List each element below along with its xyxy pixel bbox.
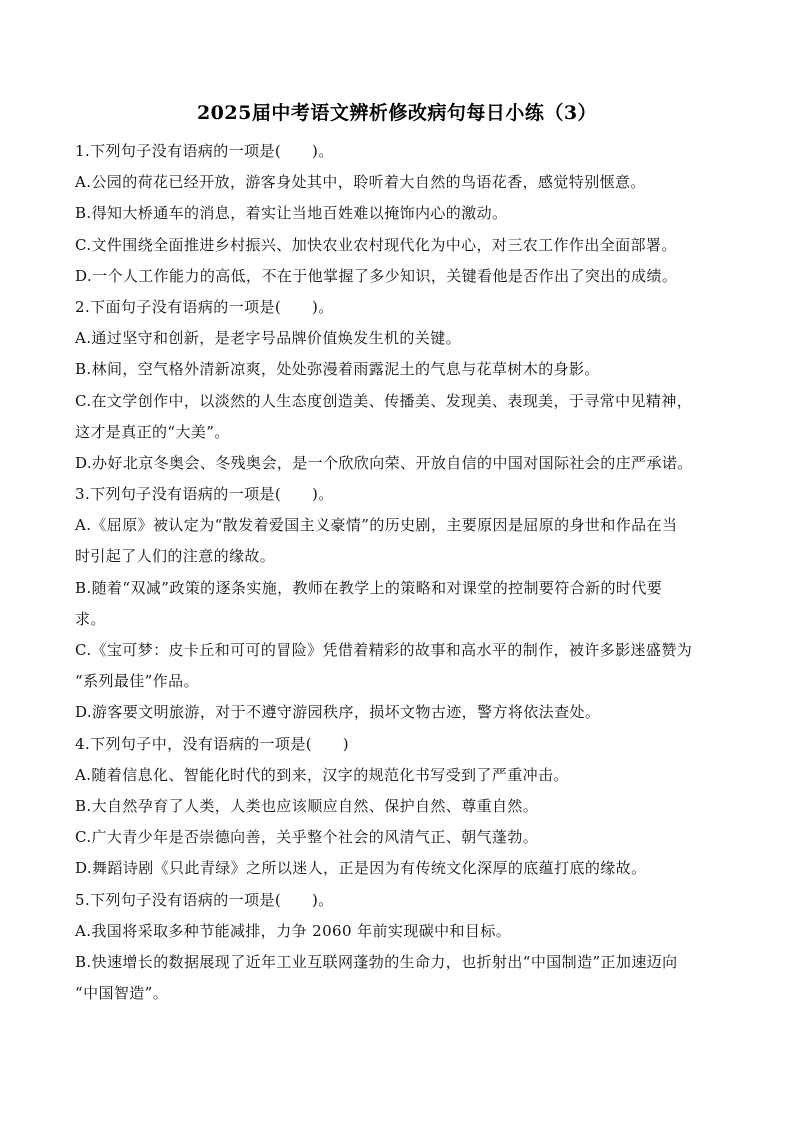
- option-b: B.随着“双减”政策的逐条实施，教师在教学上的策略和对课堂的控制要符合新的时代要: [75, 578, 663, 597]
- question-stem: 4.下列句子中，没有语病的一项是( ): [75, 734, 350, 753]
- option-d: D.一个人工作能力的高低，不在于他掌握了多少知识，关键看他是否作出了突出的成绩。: [75, 266, 678, 285]
- option-c: C.广大青少年是否崇德向善，关乎整个社会的风清气正、朝气蓬勃。: [75, 828, 539, 847]
- question-2: [75, 292, 715, 479]
- question-list: [75, 136, 715, 1009]
- option-a: A.我国将采取多种节能减排，力争 2060 年前实现碳中和目标。: [75, 921, 512, 940]
- option-b: B.快速增长的数据展现了近年工业互联网蓬勃的生命力，也折射出“中国制造”正加速迈向: [75, 952, 678, 971]
- question-4: [75, 729, 715, 885]
- option-c: C.《宝可梦：皮卡丘和可可的冒险》凭借着精彩的故事和高水平的制作，被许多影迷盛赞为: [75, 641, 693, 659]
- option-c-continued: 这才是真正的“大美”。: [75, 422, 230, 441]
- question-3: [75, 479, 715, 729]
- option-a: A.《屈原》被认定为“散发着爱国主义豪情”的历史剧，主要原因是屈原的身世和作品在当: [75, 516, 678, 535]
- option-a: A.通过坚守和创新，是老字号品牌价值焕发生机的关键。: [75, 329, 462, 348]
- option-d: D.游客要文明旅游，对于不遵守游园秩序，损坏文物古迹，警方将依法查处。: [75, 703, 601, 722]
- option-b: B.大自然孕育了人类，人类也应该顺应自然、保护自然、尊重自然。: [75, 796, 539, 815]
- question-1: [75, 136, 715, 292]
- question-stem: 3.下列句子没有语病的一项是( )。: [75, 485, 334, 504]
- option-c: C.文件围绕全面推进乡村振兴、加快农业农村现代化为中心，对三农工作作出全面部署。: [75, 235, 677, 254]
- page-title: 2025届中考语文辨析修改病句每日小练（3）: [196, 102, 598, 124]
- option-d: D.舞蹈诗剧《只此青绿》之所以迷人，正是因为有传统文化深厚的底蕴打底的缘故。: [75, 859, 647, 878]
- question-stem: 1.下列句子没有语病的一项是( )。: [75, 142, 334, 160]
- option-b-continued: 求。: [75, 609, 106, 628]
- option-d: D.办好北京冬奥会、冬残奥会，是一个欣欣向荣、开放自信的中国对国际社会的庄严承诺。: [75, 453, 693, 472]
- question-stem: 2.下面句子没有语病的一项是( )。: [75, 297, 334, 316]
- option-a-continued: 时引起了人们的注意的缘故。: [75, 547, 276, 566]
- option-c-continued: “系列最佳”作品。: [75, 672, 199, 691]
- option-b: B.林间，空气格外清新凉爽，处处弥漫着雨露泥土的气息与花草树木的身影。: [75, 360, 600, 379]
- question-stem: 5.下列句子没有语病的一项是( )。: [75, 890, 334, 909]
- option-c: C.在文学创作中，以淡然的人生态度创造美、传播美、发现美、表现美，于寻常中见精神，: [75, 391, 693, 410]
- option-b-continued: “中国智造”。: [75, 984, 169, 1003]
- question-5: [75, 885, 715, 1010]
- option-a: A.随着信息化、智能化时代的到来，汉字的规范化书写受到了严重冲击。: [75, 765, 569, 784]
- option-a: A.公园的荷花已经开放，游客身处其中，聆听着大自然的鸟语花香，感觉特别惬意。: [75, 173, 646, 192]
- option-b: B.得知大桥通车的消息，着实让当地百姓难以掩饰内心的激动。: [75, 204, 508, 223]
